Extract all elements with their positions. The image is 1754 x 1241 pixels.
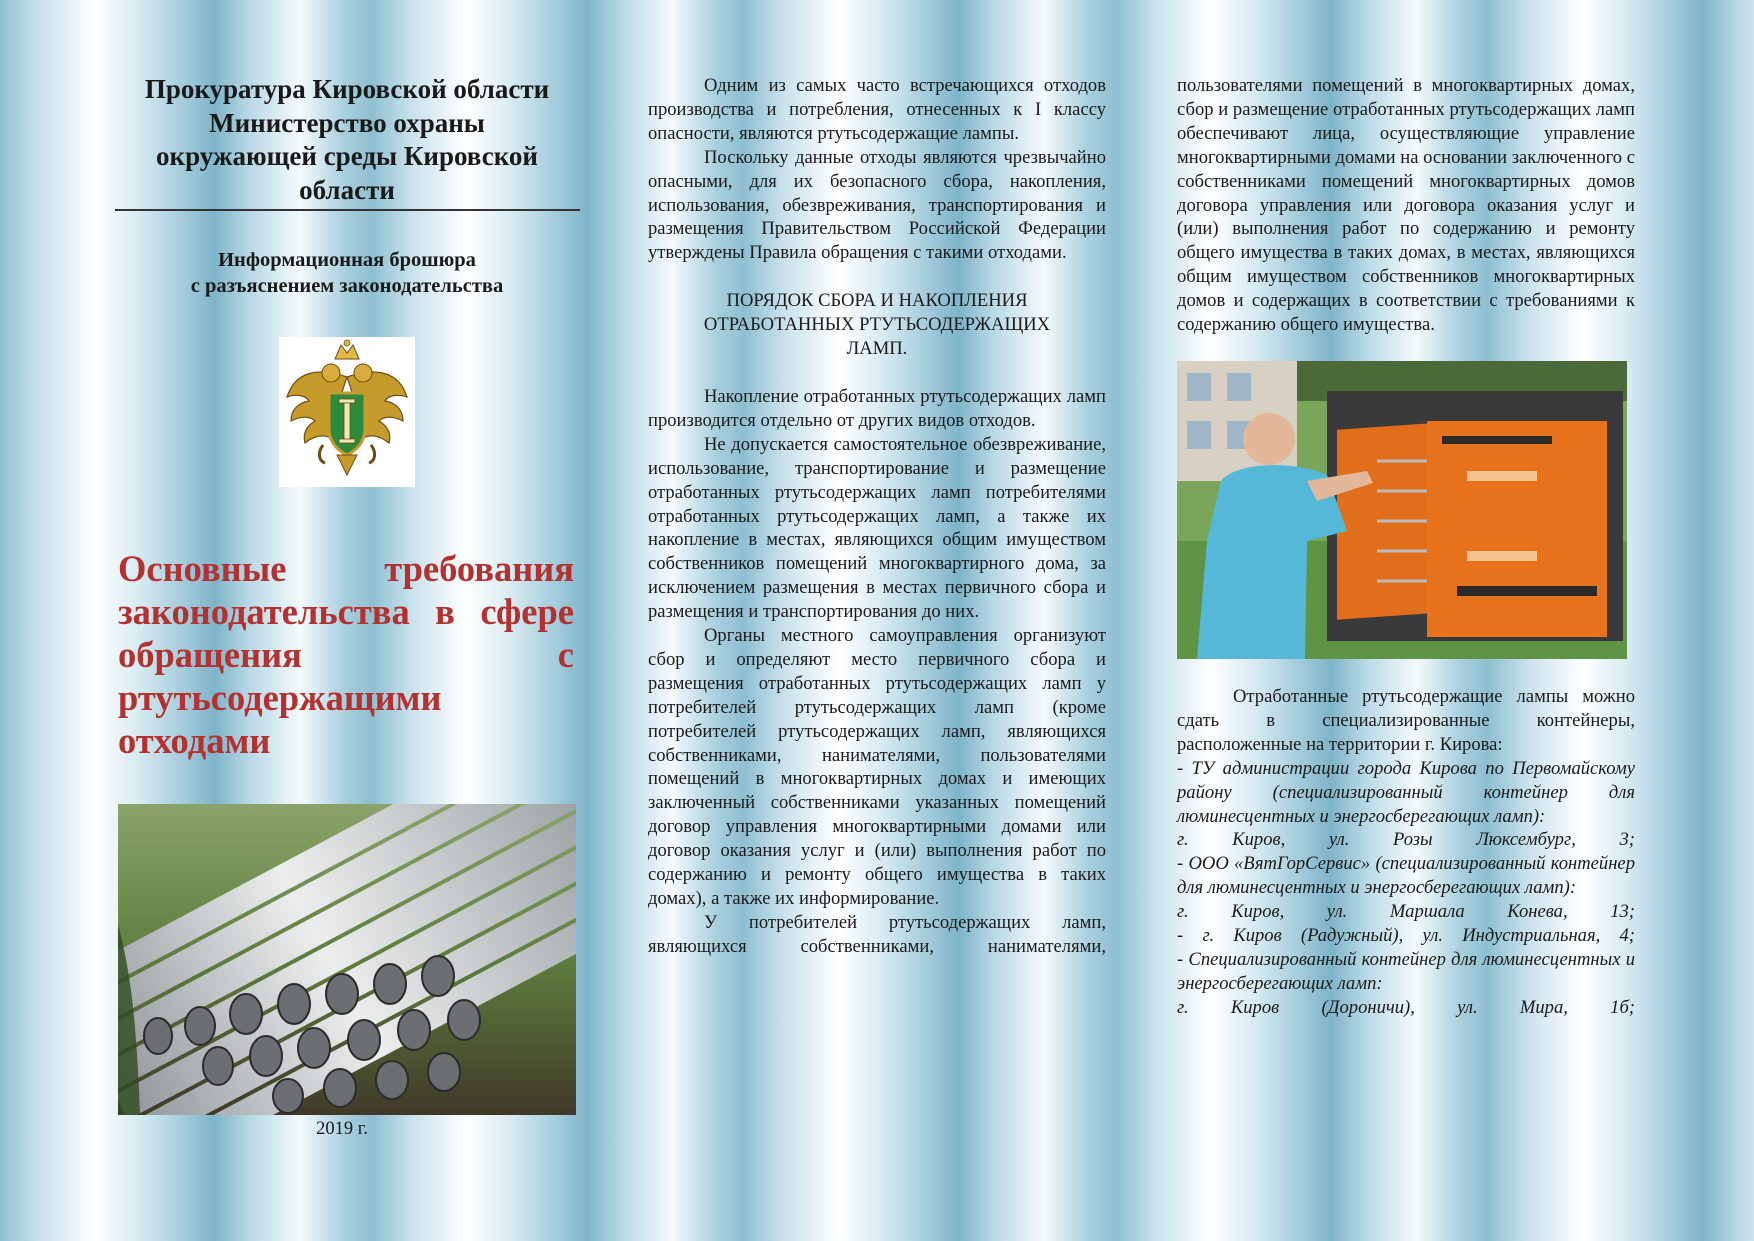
location-item: - ООО «ВятГорСервис» (специализированный контейнер для люминесцентных и энергосберегающих ламп): <box>1177 853 1635 899</box>
brochure-type-line: с разъяснением законодательства <box>190 275 504 297</box>
body-paragraph: Органы местного самоуправления организуют сбор и определяют место первичного сбора и размещения отработанных ртутьсодержащих ламп у потребителей ртутьсодержащих ламп (кроме потребителей ртутьсодержащих ламп, являющихся собственниками, нанимателями, пользователями помещений в многоквартирных домах и имеющих заключенный собственниками указанных помещений договор управления многоквартирными домами или договор оказания услуг и (или) выполнения работ по содержанию и ремонту общего имущества в таких домах), а также их информирование. <box>648 625 1106 909</box>
headline-line: ртутьсодержащими <box>118 677 442 718</box>
middle-panel <box>648 0 1106 959</box>
organization-title <box>112 73 582 207</box>
title-divider <box>115 209 580 211</box>
brochure-headline <box>112 547 574 762</box>
right-panel <box>1177 0 1635 1020</box>
headline-line: обращения с <box>118 634 574 675</box>
brochure-type <box>112 247 582 299</box>
body-paragraph: Накопление отработанных ртутьсодержащих ламп производится отдельно от других видов отходов. <box>648 385 1106 431</box>
continuation-paragraph: пользователями помещений в многоквартирных домах, сбор и размещение отработанных ртутьсодержащих ламп обеспечивают лица, осуществляющие управление многоквартирными домами на основании заключенного с собственниками помещений многоквартирных домов договора управления или договора оказания услуг и (или) выполнения работ по содержанию и ремонту общего имущества в таких домах, в местах, являющихся общим имуществом собственников многоквартирных домов и содержащих в соответствии с требованиями к содержанию общего имущества. <box>1177 75 1635 336</box>
section-title: ПОРЯДОК СБОРА И НАКОПЛЕНИЯ ОТРАБОТАННЫХ РТУТЬСОДЕРЖАЩИХ ЛАМП. <box>703 290 1051 360</box>
org-line: Министерство охраны <box>209 107 485 138</box>
collection-container-photo <box>1177 361 1627 659</box>
org-line: Прокуратура Кировской области <box>144 74 550 104</box>
location-address: г. Киров, ул. Розы Люксембург, 3; <box>1177 829 1635 851</box>
org-line: окружающей среды Кировской <box>156 141 538 171</box>
location-item: - ТУ администрации города Кирова по Первомайскому району (специализированный контейнер для люминесцентных и энергосберегающих ламп): <box>1177 757 1635 827</box>
headline-line: отходами <box>118 720 271 761</box>
body-paragraph: Не допускается самостоятельное обезвреживание, использование, транспортирование и размещение отработанных ртутьсодержащих ламп потребителями отработанных ртутьсодержащих ламп, а также их накопление в местах, являющихся общим имуществом собственников помещений многоквартирного дома, за исключением размещения в местах первичного сбора и размещения и транспортирования до них. <box>648 433 1106 623</box>
location-address: г. Киров (Дороничи), ул. Мира, 1б; <box>1177 996 1635 1018</box>
location-item: - Специализированный контейнер для люминесцентных и энергосберегающих ламп: <box>1177 948 1635 994</box>
prosecutor-emblem-icon <box>279 337 415 487</box>
body-paragraph: У потребителей ртутьсодержащих ламп, являющихся собственниками, нанимателями, <box>648 911 1106 957</box>
location-address: г. Киров, ул. Маршала Конева, 13; <box>1177 901 1635 923</box>
headline-line: Основные требования <box>118 548 574 589</box>
intro-paragraph: Одним из самых часто встречающихся отходов производства и потребления, отнесенных к I классу опасности, являются ртутьсодержащие лампы. <box>648 75 1106 144</box>
location-item: - г. Киров (Радужный), ул. Индустриальная, 4; <box>1177 925 1635 947</box>
publication-year: 2019 г. <box>316 1119 368 1139</box>
org-line: области <box>299 174 395 205</box>
left-panel <box>112 0 582 1140</box>
drop-off-intro: Отработанные ртутьсодержащие лампы можно сдать в специализированные контейнеры, расположенные на территории г. Кирова: <box>1177 685 1635 755</box>
brochure-type-line: Информационная брошюра <box>218 249 476 271</box>
intro-paragraph: Поскольку данные отходы являются чрезвычайно опасными, для их безопасного сбора, накопления, использования, обезвреживания, транспортирования и размещения Правительством Российской Федерации утверждены Правила обращения с такими отходами. <box>648 146 1106 264</box>
fluorescent-tubes-photo <box>118 804 576 1115</box>
headline-line: законодательства в сфере <box>118 591 574 632</box>
